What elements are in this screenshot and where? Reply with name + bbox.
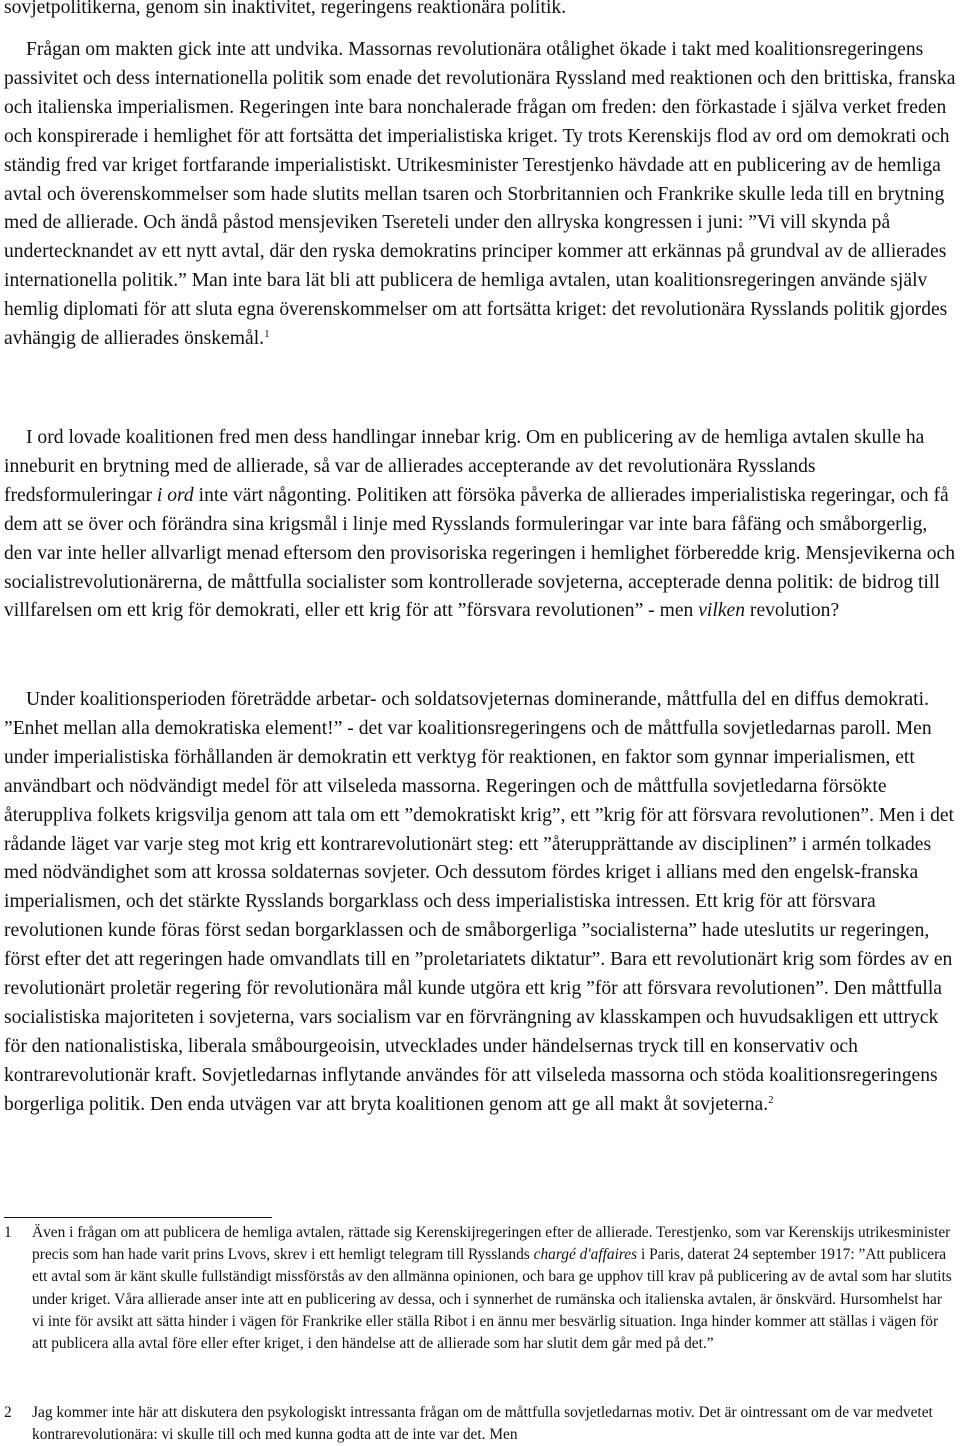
footnote-1 (4, 1222, 956, 1355)
italic-text: chargé d'affaires (533, 1246, 638, 1264)
text-run: inte värt någonting. Politiken att försöka påverka de allierades imperialistiska regeringar, och få dem att se över och förändra sina krigsmål i linje med Rysslands formuleringar var inte bara fåfäng och småborgerlig, den var inte heller allvarligt menad eftersom den provisoriska regeringen i hemlighet förberedde krig. Mensjevikerna och socialistrevolutionärerna, de måttfulla socialister som kontrollerade sovjeterna, accepterade denna politik: de bidrog till villfarelsen om ett krig för demokrati, eller ett krig för att ”försvara revolutionen” - men (4, 484, 956, 622)
paragraph-question-of-power (4, 36, 956, 354)
text-run: i Paris, daterat 24 september 1917: ”Att publicera ett avtal som är känt skulle fullständigt missförstås av den allmänna opinionen, och bara ge upphov till krav på publicering av de avtal som har slutits under kriget. Våra allierade anser inte att en publicering av dessa, och i synnerhet de rumänska och italienska avtalen, är önskvärd. Hursomhelst har vi inte för avsikt att sätta hinder i vägen för Frankrike eller ställa Ribot i en ännu mer besvärlig situation. Inga hinder kommer att ställas i vägen för att publicera alla avtal före eller efter kriget, i den händelse att de allierade som har slutit dem går med på det.” (32, 1246, 952, 1353)
paragraph-coalition-period (4, 686, 956, 1120)
footnote-reference: 2 (768, 1093, 774, 1106)
text-run: sovjetpolitikerna, genom sin inaktivitet, regeringens reaktionära politik. (4, 0, 567, 18)
italic-text: i ord (156, 484, 194, 506)
text-run: Även i frågan om att publicera de hemliga avtalen, rättade sig Kerenskijregeringen efter de allierade. Terestjenko, som var Kerenskijs utrikesminister precis som han hade varit prins Lvovs, skrev i ett hemligt telegram till Rysslands (32, 1224, 951, 1264)
footnote-number: 2 (4, 1404, 12, 1421)
footnote-reference: 1 (264, 328, 270, 341)
italic-text: vilken (698, 600, 746, 622)
text-run: revolution? (745, 600, 840, 622)
paragraph-words-promised-peace (4, 424, 956, 626)
paragraph-continuation (4, 0, 956, 23)
text-run: Frågan om makten gick inte att undvika. Massornas revolutionära otålighet ökade i takt med koalitionsregeringens passivitet och dess internationella politik som enade det revolutionära Ryssland med reaktionen och den brittiska, franska och italienska imperialismen. Regeringen inte bara nonchalerade frågan om freden: den förkastade i själva verket freden och konspirerade i hemlighet för att fortsätta det imperialistiska kriget. Ty trots Kerenskijs flod av ord om demokrati och ständig fred var kriget fortfarande imperialistiskt. Utrikesminister Terestjenko hävdade att en publicering av de hemliga avtal och överenskommelser som hade slutits mellan tsaren och Storbritannien och Frankrike skulle leda till en brytning med de allierade. Och ändå påstod mensjeviken Tsereteli under den allryska kongressen i juni: ”Vi vill skynda på undertecknandet av ett nytt avtal, där den ryska demokratins principer kommer att erkännas på grundval av de allierades internationella politik.” Man inte bara lät bli att publicera de hemliga avtalen, utan koalitionsregeringen använde själv hemlig diplomati för att sluta egna överenskommelser om att fortsätta kriget: det revolutionära Rysslands politik gjordes avhängig de allierades önskemål. (4, 39, 956, 350)
text-run: Under koalitionsperioden företrädde arbetar- och soldatsovjeternas dominerande, måttfulla del en diffus demokrati. ”Enhet mellan alla demokratiska element!” - det var koalitionsregeringens och de måttfulla sovjetledarnas paroll. Men under imperialistiska förhållanden är demokratin ett verktyg för reaktionen, en faktor som gynnar imperialismen, ett användbart och nödvändigt medel för att vilseleda massorna. Regeringen och de måttfulla sovjetledarna försökte återuppliva folkets krigsvilja genom att tala om ett ”demokratiskt krig”, ett ”krig för att försvara revolutionen”. Men i det rådande läget var varje steg mot krig ett kontrarevolutionärt steg: ett ”återupprättande av disciplinen” i armén tolkades med nödvändighet som att krossa soldaternas sovjeter. Och dessutom fördes kriget i allians med den engelsk-franska imperialismen, och det stärkte Rysslands borgarklass och dess imperialistiska intressen. Ett krig för att försvara revolutionen kunde föras först sedan borgarklassen och de småborgerliga ”socialisterna” hade uteslutits ur regeringen, först efter det att regeringen hade omvandlats till en ”proletariatets diktatur”. Bara ett revolutionärt krig som fördes av en revolutionärt proletär regering för revolutionära mål kunde utgöra ett krig ”för att försvara revolutionen”. Den måttfulla socialistiska majoriteten i sovjeterna, vars socialism var en förvrängning av klasskampen och huvudsakligen ett uttryck för den nationalistiska, liberala småbourgeoisin, utvecklades under händelsernas tryck till en konservativ och kontrarevolutionär kraft. Sovjetledarnas inflytande användes för att vilseleda massorna och stöda koalitionsregeringens borgerliga politik. Den enda utvägen var att bryta koalitionen genom att ge all makt åt sovjeterna. (4, 689, 955, 1115)
footnote-2 (4, 1402, 956, 1446)
footnote-number: 1 (4, 1224, 12, 1241)
footnote-separator (4, 1217, 272, 1218)
text-run: Jag kommer inte här att diskutera den psykologiskt intressanta frågan om de måttfulla sovjetledarnas motiv. Det är ointressant om de var medvetet kontrarevolutionära: vi skulle till och med kunna godta att de inte var det. Men (32, 1404, 933, 1444)
text-run: I ord lovade koalitionen fred men dess handlingar innebar krig. Om en publicering av de hemliga avtalen skulle ha inneburit en brytning med de allierade, så var de allierades accepterande av det revolutionära Rysslands fredsformuleringar (4, 427, 925, 506)
